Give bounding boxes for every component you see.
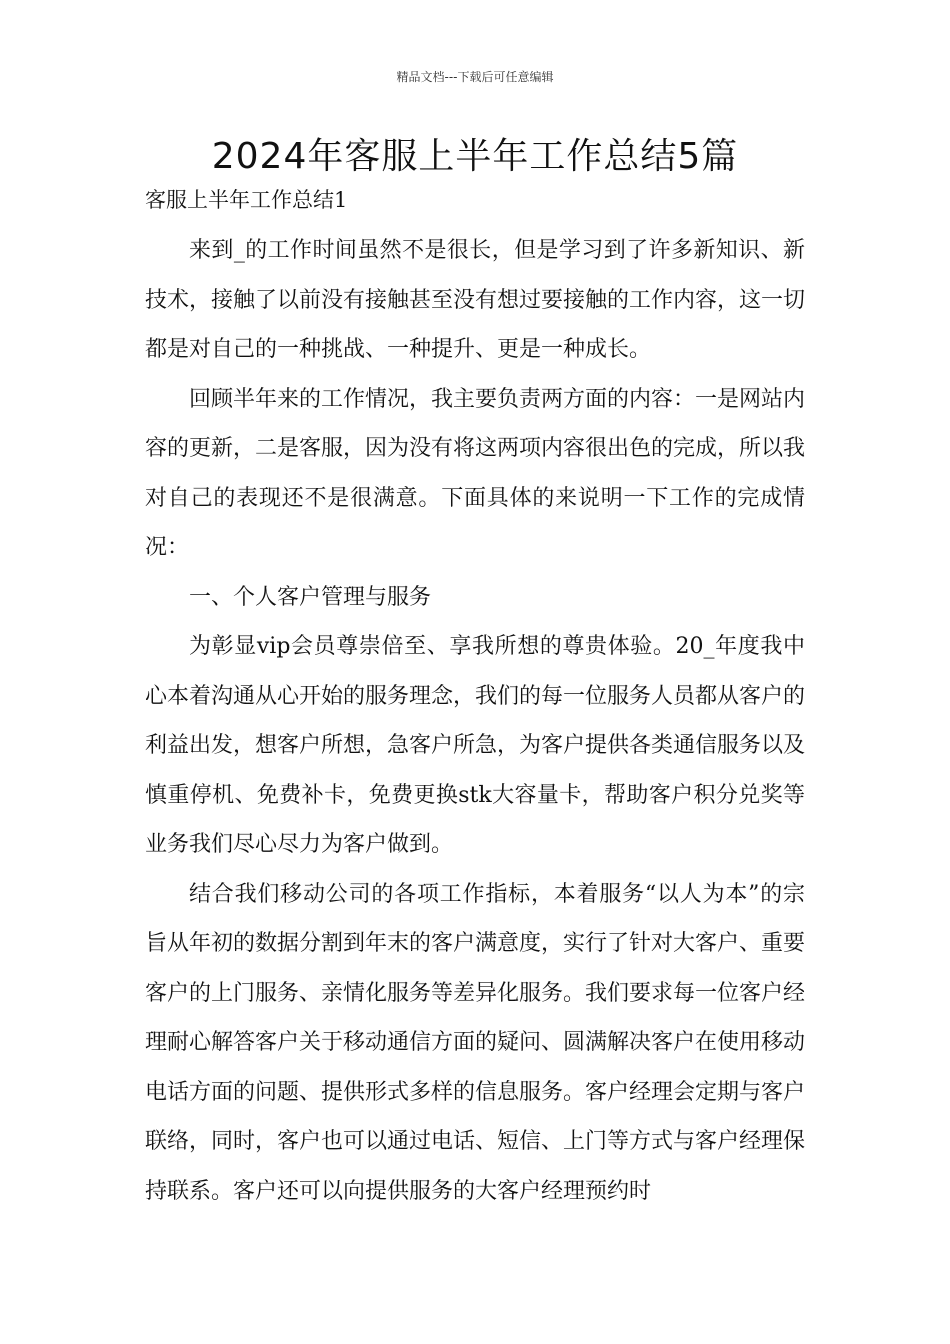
section-heading: 客服上半年工作总结1 [145, 188, 348, 212]
paragraph-intro: 来到_的工作时间虽然不是很长，但是学习到了许多新知识、新技术，接触了以前没有接触甚至没有想过要接触的工作内容，这一切都是对自己的一种挑战、一种提升、更是一种成长。 [145, 238, 806, 362]
paragraph-vip-service: 为彰显vip会员尊崇倍至、享我所想的尊贵体验。20_年度我中心本着沟通从心开始的服务理念，我们的每一位服务人员都从客户的利益出发，想客户所想，急客户所急，为客户提供各类通信服务以及慎重停机、免费补卡，免费更换stk大容量卡，帮助客户积分兑奖等业务我们尽心尽力为客户做到。 [145, 634, 806, 857]
document-title: 2024年客服上半年工作总结5篇 [211, 136, 739, 177]
document-body [145, 184, 805, 1216]
header-note: 精品文档---下载后可任意编辑 [396, 70, 554, 84]
paragraph-mobile-company: 结合我们移动公司的各项工作指标，本着服务“以人为本”的宗旨从年初的数据分割到年末的客户满意度，实行了针对大客户、重要客户的上门服务、亲情化服务等差异化服务。我们要求每一位客户经理耐心解答客户关于移动通信方面的疑问、圆满解决客户在使用移动电话方面的问题、提供形式多样的信息服务。客户经理会定期与客户联络，同时，客户也可以通过电话、短信、上门等方式与客户经理保持联系。客户还可以向提供服务的大客户经理预约时 [145, 881, 806, 1204]
subheading-customer-management: 一、个人客户管理与服务 [189, 584, 432, 610]
paragraph-review: 回顾半年来的工作情况，我主要负责两方面的内容：一是网站内容的更新，二是客服，因为没有将这两项内容很出色的完成，所以我对自己的表现还不是很满意。下面具体的来说明一下工作的完成情况： [145, 386, 806, 560]
